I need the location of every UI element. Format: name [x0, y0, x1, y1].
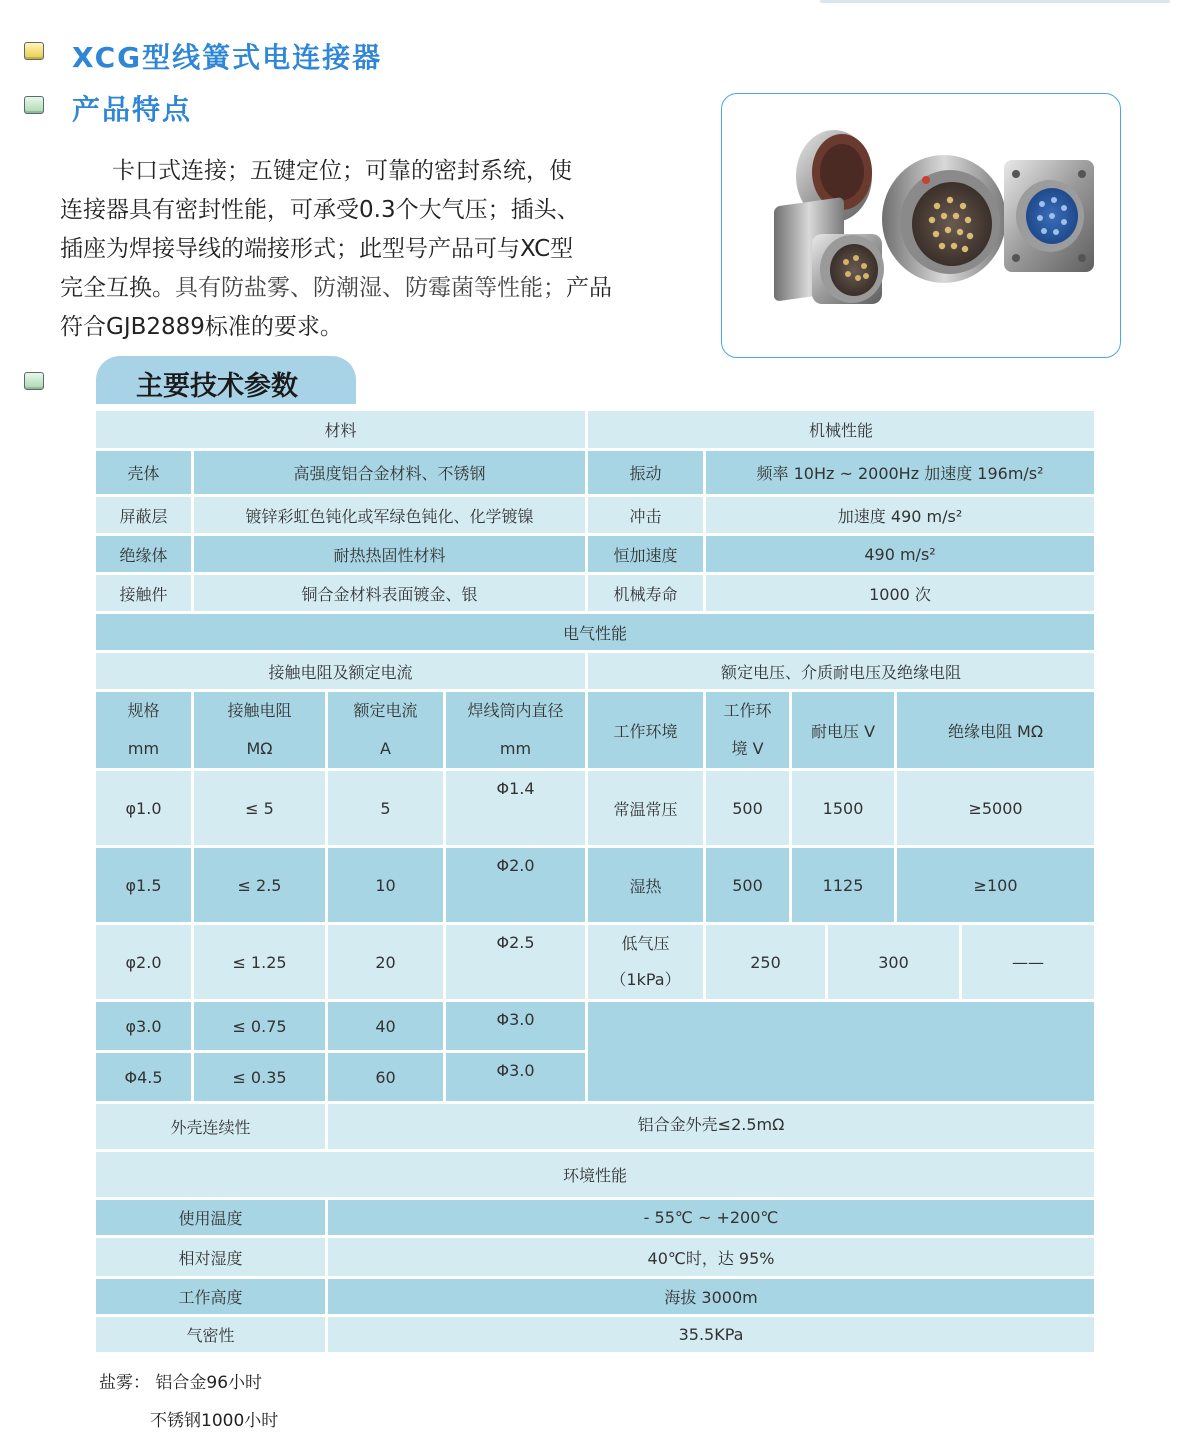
table-row: [96, 614, 1094, 650]
col-withstand-voltage: 耐电压 V: [792, 692, 894, 768]
diameter-cell: Φ3.0: [446, 1002, 585, 1050]
table-row: [96, 1152, 1094, 1197]
salt-spray-aluminum: 铝合金96小时: [155, 1373, 263, 1393]
environment-name: 相对湿度: [96, 1238, 325, 1276]
table-row: [96, 497, 1094, 533]
table-row: [96, 536, 1094, 572]
spec-cell: φ3.0: [96, 1002, 191, 1050]
current-cell: 40: [328, 1002, 443, 1050]
environment-name: 使用温度: [96, 1200, 325, 1235]
withstand-cell: 1500: [792, 771, 894, 845]
current-cell: 5: [328, 771, 443, 845]
working-voltage-cell: 500: [706, 771, 789, 845]
diameter-cell: Φ3.0: [446, 1053, 585, 1101]
current-cell: 10: [328, 848, 443, 922]
material-name: 屏蔽层: [96, 497, 191, 533]
material-value: 耐热热固性材料: [194, 536, 585, 572]
product-description: [60, 152, 640, 347]
withstand-cell: 300: [828, 925, 959, 999]
col-diameter: 焊线筒内直径 mm: [446, 692, 585, 768]
table-row: [96, 925, 1094, 999]
environment-value: - 55℃ ~ +200℃: [328, 1200, 1094, 1235]
params-tab: [96, 356, 356, 404]
current-cell: 60: [328, 1053, 443, 1101]
environment-header: 环境性能: [96, 1152, 1094, 1197]
mechanical-name: 机械寿命: [588, 575, 703, 611]
environment-cell: 低气压 （1kPa）: [588, 925, 703, 999]
col-insulation: 绝缘电阻 MΩ: [897, 692, 1094, 768]
title-bullet-icon: [24, 42, 44, 60]
table-row: [96, 451, 1094, 494]
resistance-header: 接触电阻及额定电流: [96, 653, 585, 689]
material-value: 铜合金材料表面镀金、银: [194, 575, 585, 611]
resistance-cell: ≤ 2.5: [194, 848, 325, 922]
current-cell: 20: [328, 925, 443, 999]
resistance-cell: ≤ 5: [194, 771, 325, 845]
mechanical-header: 机械性能: [588, 411, 1094, 448]
spec-cell: φ2.0: [96, 925, 191, 999]
diameter-cell: Φ1.4: [446, 771, 585, 845]
salt-spray-label: 盐雾：: [99, 1373, 150, 1393]
intro-line-3: 插座为焊接导线的端接形式；此型号产品可与XC型: [60, 236, 574, 262]
mechanical-name: 冲击: [588, 497, 703, 533]
table-row: [96, 575, 1094, 611]
intro-line-4c: 产品: [566, 275, 612, 301]
col-spec: 规格 mm: [96, 692, 191, 768]
material-name: 绝缘体: [96, 536, 191, 572]
intro-line-5: 符合GJB2889标准的要求。: [60, 314, 343, 340]
environment-name: 气密性: [96, 1317, 325, 1352]
connector-illustration: [722, 94, 1121, 358]
table-row: [96, 1002, 1094, 1050]
top-decoration-bar: [820, 0, 1170, 3]
voltage-header: 额定电压、介质耐电压及绝缘电阻: [588, 653, 1094, 689]
salt-spray-line-1: [99, 1368, 262, 1393]
diameter-cell: Φ2.0: [446, 848, 585, 922]
intro-line-2: 连接器具有密封性能，可承受0.3个大气压；插头、: [60, 197, 580, 223]
col-current: 额定电流 A: [328, 692, 443, 768]
resistance-cell: ≤ 1.25: [194, 925, 325, 999]
environment-value: 35.5KPa: [328, 1317, 1094, 1352]
intro-line-4a: 完全互换。: [60, 275, 175, 301]
col-environment: 工作环境: [588, 692, 703, 768]
mechanical-value: 加速度 490 m/s²: [706, 497, 1094, 533]
environment-value: 海拔 3000m: [328, 1279, 1094, 1314]
materials-header: 材料: [96, 411, 585, 448]
table-row: [96, 1279, 1094, 1314]
mechanical-value: 频率 10Hz ~ 2000Hz 加速度 196m/s²: [706, 451, 1094, 494]
spec-cell: φ1.0: [96, 771, 191, 845]
working-voltage-cell: 500: [706, 848, 789, 922]
environment-cell: 湿热: [588, 848, 703, 922]
material-name: 壳体: [96, 451, 191, 494]
spec-table: [93, 408, 1097, 1355]
col-resistance: 接触电阻 MΩ: [194, 692, 325, 768]
table-row: [96, 1200, 1094, 1235]
environment-value: 40℃时，达 95%: [328, 1238, 1094, 1276]
shell-continuity-value: 铝合金外壳≤2.5mΩ: [328, 1104, 1094, 1149]
material-value: 镀锌彩虹色钝化或军绿色钝化、化学镀镍: [194, 497, 585, 533]
table-row: [96, 1104, 1094, 1149]
table-row: [96, 692, 1094, 768]
spec-cell: Φ4.5: [96, 1053, 191, 1101]
table-row: [96, 1238, 1094, 1276]
mechanical-name: 振动: [588, 451, 703, 494]
resistance-cell: ≤ 0.75: [194, 1002, 325, 1050]
electrical-header: 电气性能: [96, 614, 1094, 650]
salt-spray-stainless: 不锈钢1000小时: [150, 1411, 279, 1431]
page-title: XCG型线簧式电连接器: [72, 41, 383, 74]
mechanical-name: 恒加速度: [588, 536, 703, 572]
intro-line-1: 卡口式连接；五键定位；可靠的密封系统，使: [112, 158, 572, 184]
features-bullet-icon: [24, 96, 44, 114]
params-heading: 主要技术参数: [136, 371, 298, 402]
table-row: [96, 848, 1094, 922]
table-row: [96, 653, 1094, 689]
environment-cell: 常温常压: [588, 771, 703, 845]
insulation-cell: ——: [962, 925, 1094, 999]
insulation-cell: ≥100: [897, 848, 1094, 922]
withstand-cell: 1125: [792, 848, 894, 922]
insulation-cell: ≥5000: [897, 771, 1094, 845]
shell-continuity-label: 外壳连续性: [96, 1104, 325, 1149]
product-photo: [721, 93, 1121, 358]
params-bullet-icon: [24, 372, 44, 390]
intro-line-4b: 具有防盐雾、防潮湿、防霉菌等性能；: [175, 275, 566, 301]
environment-name: 工作高度: [96, 1279, 325, 1314]
working-voltage-cell: 250: [706, 925, 825, 999]
mechanical-value: 490 m/s²: [706, 536, 1094, 572]
material-name: 接触件: [96, 575, 191, 611]
table-row: [96, 771, 1094, 845]
table-row: [96, 411, 1094, 448]
table-row: [96, 1317, 1094, 1352]
mechanical-value: 1000 次: [706, 575, 1094, 611]
diameter-cell: Φ2.5: [446, 925, 585, 999]
empty-block: [588, 1002, 1094, 1101]
features-heading: 产品特点: [72, 93, 193, 126]
spec-cell: φ1.5: [96, 848, 191, 922]
material-value: 高强度铝合金材料、不锈钢: [194, 451, 585, 494]
resistance-cell: ≤ 0.35: [194, 1053, 325, 1101]
col-working-voltage: 工作环 境 V: [706, 692, 789, 768]
